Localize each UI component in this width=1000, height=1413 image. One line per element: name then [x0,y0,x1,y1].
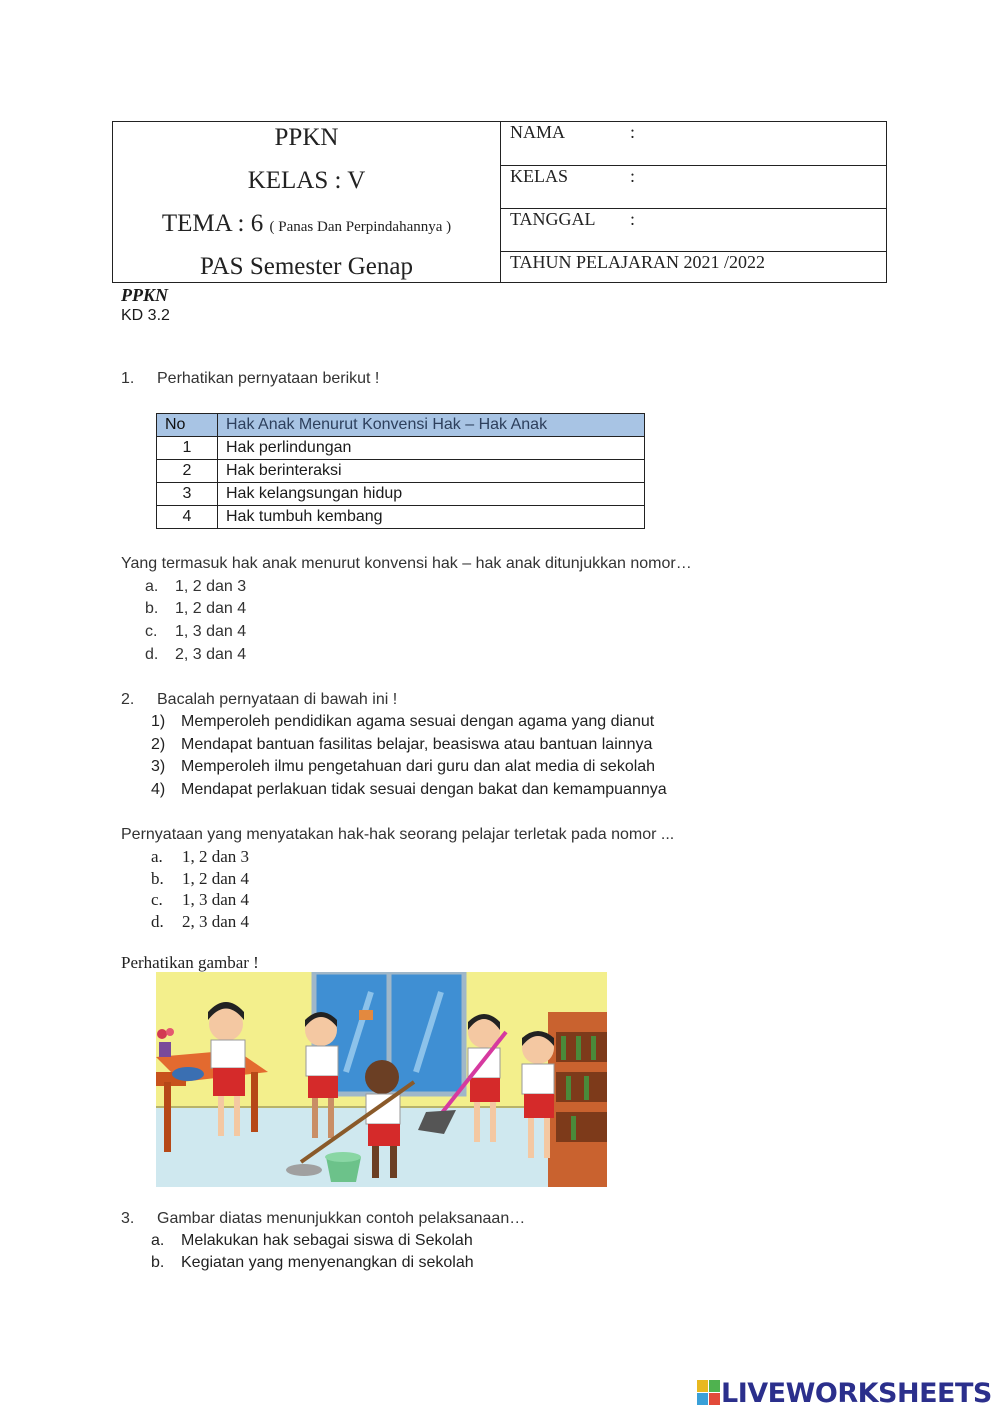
q1-number: 1. [121,370,135,387]
option-text: 1, 2 dan 3 [182,847,250,866]
statement-text: Memperoleh ilmu pengetahuan dari guru dan alat media di sekolah [181,758,656,775]
q3-prompt: Gambar diatas menunjukkan contoh pelaksanaan… [157,1210,526,1227]
classroom-drawing [156,972,607,1187]
option-text: Kegiatan yang menyenangkan di sekolah [181,1254,474,1271]
option-letter: a. [151,847,163,866]
q1-question: Yang termasuk hak anak menurut konvensi hak – hak anak ditunjukkan nomor… [121,555,692,572]
q2-statement-1 [151,713,655,731]
option-text: 2, 3 dan 4 [182,912,250,931]
option-letter: b. [145,600,159,617]
logo-text: LIVEWORKSHEETS [721,1377,992,1409]
class-colon: : [630,166,636,186]
table-cell-no: 4 [157,506,218,529]
option-letter: d. [151,912,164,931]
class-label: KELAS [510,166,568,186]
table-cell-right: Hak tumbuh kembang [218,506,645,529]
logo-icon [697,1380,721,1406]
statement-text: Memperoleh pendidikan agama sesuai dengan agama yang dianut [181,713,655,730]
option-text: 1, 3 dan 4 [182,890,250,909]
q2-statement-3 [151,758,656,776]
classroom-illustration [156,972,607,1187]
table-cell-no: 1 [157,437,218,460]
name-label: NAMA [510,122,566,142]
subject-title: PPKN [274,124,339,151]
section-title: PPKN [121,285,168,305]
option-letter: a. [145,578,159,595]
kd-label: KD 3.2 [121,307,170,324]
option-text: 1, 2 dan 4 [182,869,250,888]
q2-number: 2. [121,691,135,708]
table-cell-right: Hak perlindungan [218,437,645,460]
class-title: KELAS : V [247,167,366,194]
option-letter: b. [151,1254,165,1271]
q2-option-c[interactable] [151,890,250,910]
statement-number: 2) [151,736,166,753]
table-cell-right: Hak kelangsungan hidup [218,483,645,506]
q2-prompt: Bacalah pernyataan di bawah ini ! [157,691,398,708]
table-header-row [157,414,645,437]
q2-option-a[interactable] [151,847,250,867]
header-title-block [113,122,501,282]
q1-option-a[interactable] [145,578,247,596]
option-letter: d. [145,646,159,663]
date-field-row[interactable] [501,209,887,252]
class-field-row[interactable] [501,166,887,209]
date-colon: : [630,209,636,229]
statement-number: 4) [151,781,166,798]
option-text: 1, 2 dan 3 [175,578,247,595]
table-header-no: No [157,414,218,437]
q2-option-d[interactable] [151,912,250,932]
option-text: 2, 3 dan 4 [175,646,247,663]
date-label: TANGGAL [510,209,596,229]
q1-option-d[interactable] [145,646,247,664]
option-letter: c. [151,890,163,909]
statement-number: 1) [151,713,166,730]
option-letter: c. [145,623,158,640]
table-row [157,506,645,529]
q3-number: 3. [121,1210,135,1227]
q3-option-b[interactable] [151,1254,474,1272]
option-text: Melakukan hak sebagai siswa di Sekolah [181,1232,473,1249]
rights-table [156,413,645,529]
table-row [157,483,645,506]
table-row [157,437,645,460]
name-colon: : [630,122,636,142]
q1-option-c[interactable] [145,623,247,641]
option-text: 1, 3 dan 4 [175,623,247,640]
q1-prompt: Perhatikan pernyataan berikut ! [157,370,380,387]
picture-prompt: Perhatikan gambar ! [121,953,259,972]
q2-option-b[interactable] [151,869,250,889]
q2-statement-2 [151,736,653,754]
option-letter: b. [151,869,164,888]
table-cell-no: 2 [157,460,218,483]
table-header-rights: Hak Anak Menurut Konvensi Hak – Hak Anak [218,414,645,437]
theme-title [113,210,500,238]
theme-main: TEMA : 6 [161,210,264,237]
school-year-row [501,252,887,282]
table-row [157,460,645,483]
q2-question: Pernyataan yang menyatakan hak-hak seorang pelajar terletak pada nomor ... [121,826,675,843]
name-field-row[interactable] [501,122,887,166]
exam-title: PAS Semester Genap [200,253,413,280]
q3-option-a[interactable] [151,1232,473,1250]
statement-text: Mendapat bantuan fasilitas belajar, beasiswa atau bantuan lainnya [181,736,653,753]
table-cell-right: Hak berinteraksi [218,460,645,483]
theme-sub: ( Panas Dan Perpindahannya ) [269,219,452,235]
school-year-label: TAHUN PELAJARAN 2021 /2022 [510,252,766,272]
statement-number: 3) [151,758,166,775]
statement-text: Mendapat perlakuan tidak sesuai dengan bakat dan kemampuannya [181,781,667,798]
option-letter: a. [151,1232,165,1249]
q1-option-b[interactable] [145,600,247,618]
option-text: 1, 2 dan 4 [175,600,247,617]
q2-statement-4 [151,781,667,799]
header-table [112,121,887,283]
liveworksheets-logo[interactable] [697,1377,992,1409]
table-cell-no: 3 [157,483,218,506]
